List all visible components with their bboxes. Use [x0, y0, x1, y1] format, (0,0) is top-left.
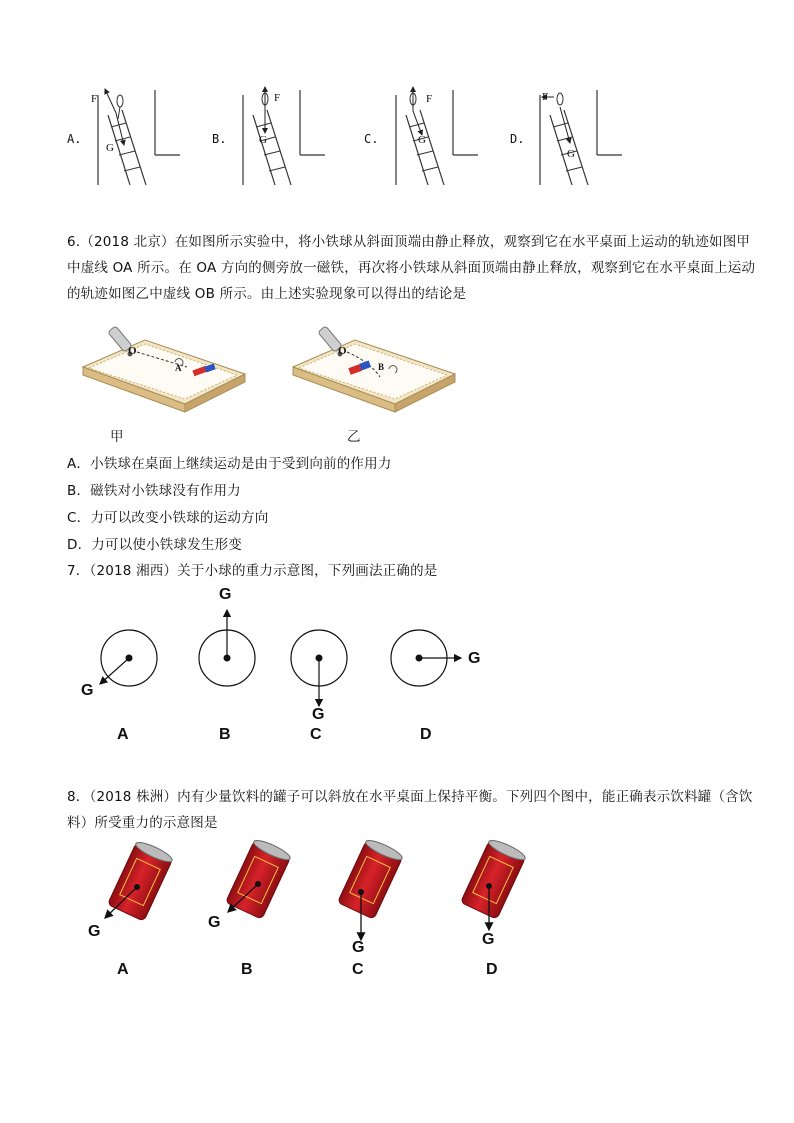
ball-c-g-label: G — [312, 706, 325, 723]
q6-stem-line-2: 中虚线 OA 所示。在 OA 方向的侧旁放一磁铁，再次将小铁球从斜面顶端由静止释放，观察到它在水平桌面上运动 — [67, 260, 756, 276]
can-a-g-label: G — [88, 923, 101, 940]
point-o-label-right: O — [338, 345, 347, 357]
q8-stem-line-2: 料）所受重力的示意图是 — [67, 815, 218, 831]
gravity-g-label-d: G — [567, 148, 575, 160]
can-c — [338, 837, 405, 919]
figure-caption-jia: 甲 — [110, 429, 124, 445]
q6-choice-a[interactable]: A．小铁球在桌面上继续运动是由于受到向前的作用力 — [67, 456, 392, 472]
option-a-letter: A. — [67, 132, 82, 146]
can-b-g-label: G — [208, 914, 221, 931]
ball-b-g-label: G — [219, 586, 232, 603]
point-a-label: A — [175, 363, 182, 373]
q7-stem: 7．（2018 湘西）关于小球的重力示意图，下列画法正确的是 — [67, 563, 438, 579]
can-d-g-label: G — [482, 931, 495, 948]
q8-stem-line-1: 8．（2018 株洲）内有少量饮料的罐子可以斜放在水平桌面上保持平衡。下列四个图中，能正确表示饮料罐（含饮 — [67, 789, 753, 805]
option-b-letter: B. — [212, 132, 227, 146]
gravity-g-label-c: G — [418, 134, 426, 146]
can-c-label: C — [352, 961, 364, 978]
figure-caption-yi: 乙 — [347, 429, 361, 445]
force-f-label-c: F — [426, 93, 433, 105]
ball-c-label: C — [310, 726, 322, 743]
ball-d-g-label: G — [468, 650, 481, 667]
ball-a-label: A — [117, 726, 129, 743]
can-a — [108, 839, 175, 921]
point-b-label: B — [378, 362, 385, 372]
q6-stem-line-1: 6.（2018 北京）在如图所示实验中，将小铁球从斜面顶端由静止释放，观察到它在水平桌面上运动的轨迹如图甲 — [67, 234, 751, 250]
ball-b-label: B — [219, 726, 231, 743]
can-a-label: A — [117, 961, 129, 978]
q6-stem-line-3: 的轨迹如图乙中虚线 OB 所示。由上述实验现象可以得出的结论是 — [67, 286, 467, 302]
force-f-label-a: F — [91, 93, 98, 105]
q6-choice-d[interactable]: D．力可以使小铁球发生形变 — [67, 537, 242, 553]
point-o-label-left: O — [128, 345, 137, 357]
force-f-label-b: F — [274, 92, 281, 104]
ball-d-label: D — [420, 726, 432, 743]
gravity-g-label-a: G — [106, 142, 114, 154]
force-f-label-d: F — [542, 91, 549, 103]
can-c-g-label: G — [352, 939, 365, 956]
ball-a-g-label: G — [81, 682, 94, 699]
gravity-g-label-b: G — [259, 134, 267, 146]
option-d-letter: D. — [510, 132, 525, 146]
option-c-letter: C. — [364, 132, 379, 146]
can-b-label: B — [241, 961, 253, 978]
can-d — [461, 837, 528, 919]
can-b — [226, 837, 293, 919]
q6-choice-c[interactable]: C．力可以改变小铁球的运动方向 — [67, 510, 269, 526]
q6-choice-b[interactable]: B．磁铁对小铁球没有作用力 — [67, 483, 241, 499]
can-d-label: D — [486, 961, 498, 978]
